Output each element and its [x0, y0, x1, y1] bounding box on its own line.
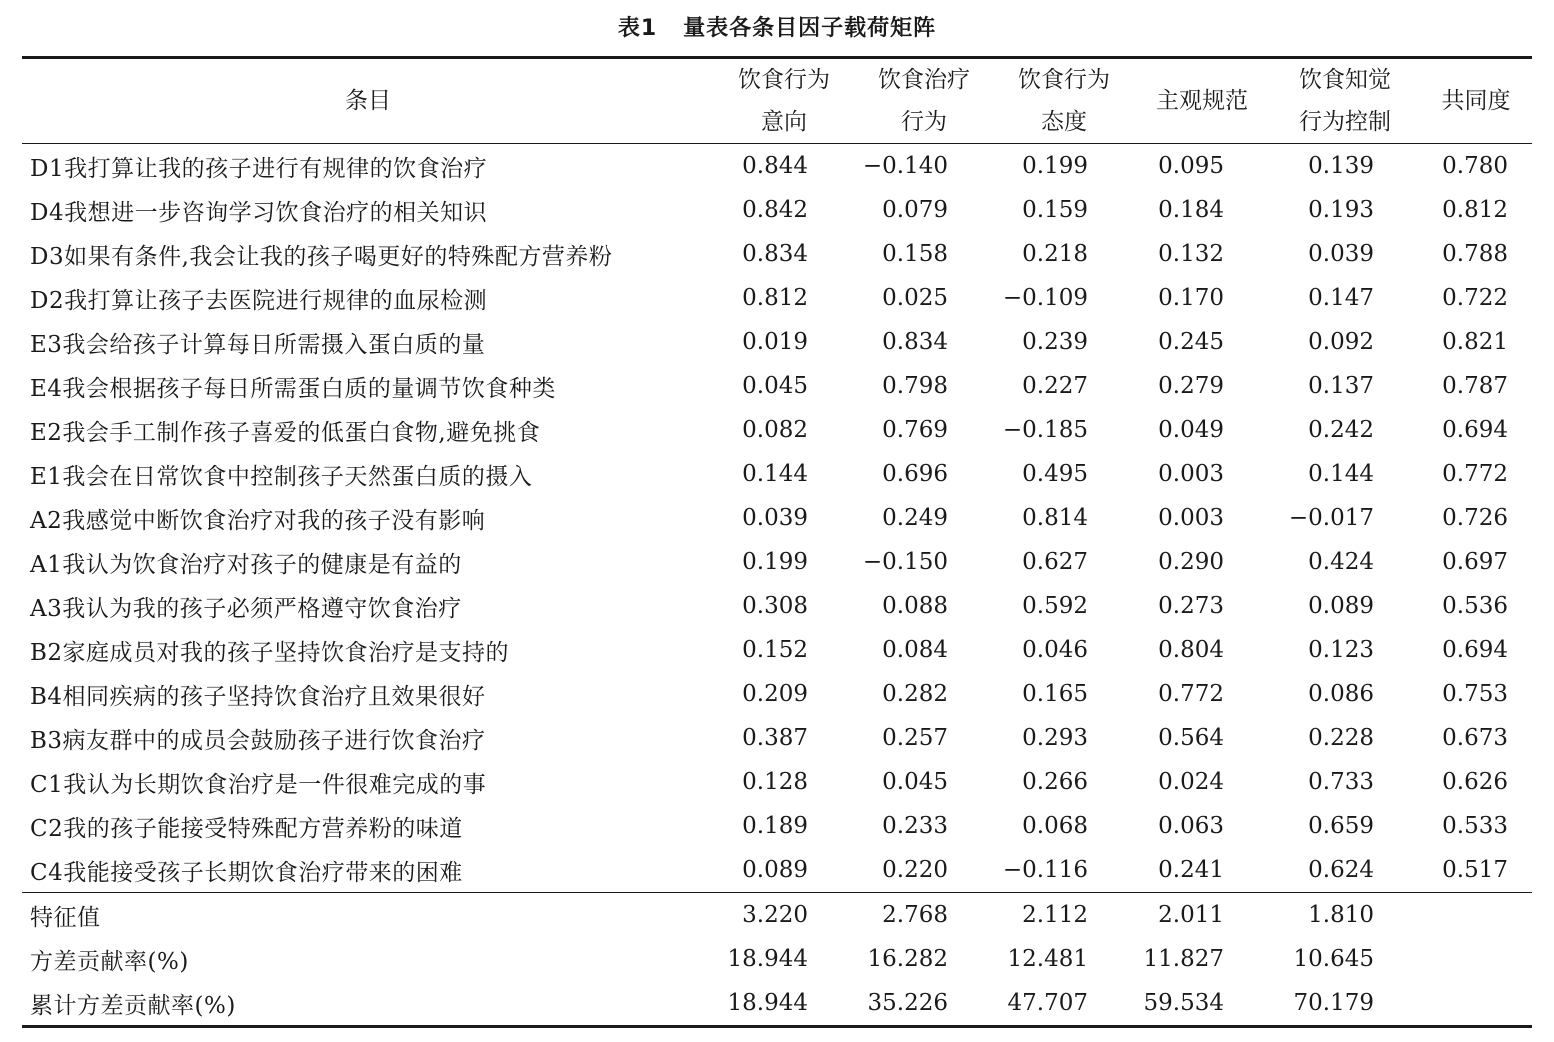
item-cell: D2我打算让孩子去医院进行规律的血尿检测: [30, 287, 488, 314]
value-cell: 0.045: [882, 769, 948, 795]
value-cell: 0.147: [1308, 285, 1374, 311]
value-cell: 0.772: [1158, 681, 1224, 707]
value-cell: 0.517: [1442, 857, 1508, 883]
value-cell: 0.193: [1308, 197, 1374, 223]
table-row: [22, 364, 1532, 408]
item-cell: A1我认为饮食治疗对孩子的健康是有益的: [30, 551, 462, 578]
factor-loading-table: [22, 56, 1532, 1028]
item-cell: 特征值: [22, 893, 714, 938]
value-cell: 47.707: [994, 981, 1134, 1027]
value-cell: 0.199: [742, 549, 808, 575]
value-cell: 59.534: [1134, 981, 1270, 1027]
item-cell: E2我会手工制作孩子喜爱的低蛋白食物,避免挑食: [30, 419, 541, 446]
column-header: [854, 58, 994, 144]
value-cell: 70.179: [1270, 981, 1420, 1027]
value-cell: 0.184: [1158, 197, 1224, 223]
value-cell: 0.282: [882, 681, 948, 707]
value-cell: 0.239: [1022, 329, 1088, 355]
value-cell: 0.772: [1442, 461, 1508, 487]
summary-row: [22, 981, 1532, 1027]
value-cell: 0.821: [1442, 329, 1508, 355]
value-cell: −0.017: [1288, 505, 1374, 531]
column-header-line2: 意向: [761, 109, 807, 135]
value-cell: 0.564: [1158, 725, 1224, 751]
value-cell: 0.834: [742, 241, 808, 267]
item-cell: 方差贡献率(%): [30, 948, 189, 975]
value-cell: 0.209: [742, 681, 808, 707]
value-cell: 0.228: [1308, 725, 1374, 751]
value-cell: 0.279: [1158, 373, 1224, 399]
value-cell: 16.282: [867, 946, 948, 972]
column-header: [1420, 58, 1532, 144]
value-cell: −0.150: [862, 549, 948, 575]
value-cell: 0.045: [742, 373, 808, 399]
item-cell: E3我会给孩子计算每日所需摄入蛋白质的量: [30, 331, 486, 358]
column-header-line1: 饮食行为: [1018, 67, 1110, 93]
column-header-line1: 条目: [345, 88, 391, 114]
value-cell: [1420, 981, 1532, 1027]
value-cell: 0.626: [1442, 769, 1508, 795]
value-cell: 0.123: [1308, 637, 1374, 663]
value-cell: [1420, 893, 1532, 938]
value-cell: 0.063: [1158, 813, 1224, 839]
value-cell: 18.944: [727, 946, 808, 972]
value-cell: 0.068: [1022, 813, 1088, 839]
value-cell: 0.137: [1308, 373, 1374, 399]
value-cell: 10.645: [1293, 946, 1374, 972]
value-cell: 0.039: [742, 505, 808, 531]
table-row: [22, 232, 1532, 276]
value-cell: 1.810: [1270, 893, 1420, 938]
item-cell: C2我的孩子能接受特殊配方营养粉的味道: [30, 815, 463, 842]
table-row: [22, 540, 1532, 584]
value-cell: 0.659: [1308, 813, 1374, 839]
item-cell: D4我想进一步咨询学习饮食治疗的相关知识: [30, 199, 488, 226]
value-cell: 0.025: [882, 285, 948, 311]
item-cell: E4我会根据孩子每日所需蛋白质的量调节饮食种类: [30, 375, 556, 402]
table-row: [22, 276, 1532, 320]
value-cell: 0.787: [1442, 373, 1508, 399]
value-cell: 0.814: [1022, 505, 1088, 531]
value-cell: 0.536: [1442, 593, 1508, 619]
value-cell: 0.158: [882, 241, 948, 267]
summary-row: [22, 937, 1532, 981]
value-cell: 0.003: [1158, 461, 1224, 487]
value-cell: 3.220: [714, 893, 854, 938]
value-cell: 0.233: [882, 813, 948, 839]
column-header-line1: 饮食行为: [738, 67, 830, 93]
value-cell: 0.249: [882, 505, 948, 531]
table-summary: [22, 893, 1532, 1027]
value-cell: 0.812: [1442, 197, 1508, 223]
value-cell: 0.082: [742, 417, 808, 443]
table-row: [22, 584, 1532, 628]
value-cell: 0.241: [1158, 857, 1224, 883]
value-cell: 0.089: [1308, 593, 1374, 619]
value-cell: 0.049: [1158, 417, 1224, 443]
value-cell: 0.092: [1308, 329, 1374, 355]
value-cell: 35.226: [854, 981, 994, 1027]
column-header-line1: 饮食知觉: [1299, 67, 1391, 93]
item-cell: B4相同疾病的孩子坚持饮食治疗且效果很好: [30, 683, 486, 710]
value-cell: 0.844: [742, 153, 808, 179]
table-row: [22, 408, 1532, 452]
value-cell: 0.533: [1442, 813, 1508, 839]
value-cell: 18.944: [714, 981, 854, 1027]
column-header-line1: 主观规范: [1156, 88, 1248, 114]
column-header-line2: 态度: [1041, 109, 1087, 135]
summary-row: [22, 893, 1532, 938]
column-header-line1: 饮食治疗: [878, 67, 970, 93]
header-row: [22, 58, 1532, 144]
table-row: [22, 452, 1532, 496]
value-cell: 0.624: [1308, 857, 1374, 883]
value-cell: 0.220: [882, 857, 948, 883]
value-cell: 0.696: [882, 461, 948, 487]
value-cell: −0.140: [862, 153, 948, 179]
value-cell: 0.753: [1442, 681, 1508, 707]
value-cell: 0.128: [742, 769, 808, 795]
value-cell: 0.132: [1158, 241, 1224, 267]
item-cell: C1我认为长期饮食治疗是一件很难完成的事: [30, 771, 487, 798]
value-cell: 0.308: [742, 593, 808, 619]
value-cell: 0.227: [1022, 373, 1088, 399]
value-cell: 0.245: [1158, 329, 1224, 355]
value-cell: 0.095: [1158, 153, 1224, 179]
column-header: [714, 58, 854, 144]
table-row: [22, 804, 1532, 848]
table-row: [22, 672, 1532, 716]
column-header-line2: 行为: [901, 109, 947, 135]
item-cell: A2我感觉中断饮食治疗对我的孩子没有影响: [30, 507, 486, 534]
value-cell: 0.144: [1308, 461, 1374, 487]
column-header: [22, 58, 714, 144]
value-cell: −0.185: [1002, 417, 1088, 443]
table-caption: 量表各条目因子载荷矩阵: [683, 16, 937, 41]
value-cell: 0.257: [882, 725, 948, 751]
value-cell: 0.290: [1158, 549, 1224, 575]
value-cell: 2.011: [1134, 893, 1270, 938]
value-cell: [1420, 937, 1532, 981]
value-cell: 2.768: [854, 893, 994, 938]
value-cell: 0.273: [1158, 593, 1224, 619]
value-cell: 0.242: [1308, 417, 1374, 443]
value-cell: 0.189: [742, 813, 808, 839]
table-row: [22, 760, 1532, 804]
value-cell: 0.139: [1308, 153, 1374, 179]
value-cell: 0.159: [1022, 197, 1088, 223]
value-cell: 0.165: [1022, 681, 1088, 707]
item-cell: C4我能接受孩子长期饮食治疗带来的困难: [30, 859, 463, 886]
value-cell: 0.387: [742, 725, 808, 751]
table-row: [22, 628, 1532, 672]
value-cell: 2.112: [994, 893, 1134, 938]
value-cell: 0.293: [1022, 725, 1088, 751]
value-cell: 0.726: [1442, 505, 1508, 531]
value-cell: 0.218: [1022, 241, 1088, 267]
column-header-line1: 共同度: [1441, 88, 1511, 114]
item-cell: B2家庭成员对我的孩子坚持饮食治疗是支持的: [30, 639, 510, 666]
table-row: [22, 320, 1532, 364]
value-cell: 0.019: [742, 329, 808, 355]
table-row: [22, 716, 1532, 760]
value-cell: 0.812: [742, 285, 808, 311]
value-cell: 0.170: [1158, 285, 1224, 311]
value-cell: 0.144: [742, 461, 808, 487]
value-cell: 0.089: [742, 857, 808, 883]
value-cell: 0.592: [1022, 593, 1088, 619]
value-cell: 0.084: [882, 637, 948, 663]
table-number: 表1: [617, 16, 658, 41]
value-cell: 0.722: [1442, 285, 1508, 311]
value-cell: 0.424: [1308, 549, 1374, 575]
item-cell: A3我认为我的孩子必须严格遵守饮食治疗: [30, 595, 462, 622]
value-cell: 0.088: [882, 593, 948, 619]
value-cell: 0.199: [1022, 153, 1088, 179]
column-header-line2: 行为控制: [1299, 109, 1391, 135]
value-cell: 0.694: [1442, 417, 1508, 443]
value-cell: 11.827: [1143, 946, 1224, 972]
table-row: [22, 848, 1532, 893]
value-cell: 0.152: [742, 637, 808, 663]
value-cell: 0.694: [1442, 637, 1508, 663]
value-cell: 0.024: [1158, 769, 1224, 795]
value-cell: 0.834: [882, 329, 948, 355]
column-header: [994, 58, 1134, 144]
value-cell: 0.780: [1442, 153, 1508, 179]
value-cell: 0.769: [882, 417, 948, 443]
value-cell: 0.733: [1308, 769, 1374, 795]
item-cell: B3病友群中的成员会鼓励孩子进行饮食治疗: [30, 727, 486, 754]
value-cell: 12.481: [1007, 946, 1088, 972]
value-cell: 0.039: [1308, 241, 1374, 267]
column-header: [1134, 58, 1270, 144]
value-cell: 0.627: [1022, 549, 1088, 575]
item-cell: D3如果有条件,我会让我的孩子喝更好的特殊配方营养粉: [30, 243, 613, 270]
value-cell: −0.109: [1002, 285, 1088, 311]
value-cell: 0.673: [1442, 725, 1508, 751]
table-row: [22, 144, 1532, 189]
table-row: [22, 496, 1532, 540]
value-cell: 0.697: [1442, 549, 1508, 575]
value-cell: 0.788: [1442, 241, 1508, 267]
value-cell: 0.798: [882, 373, 948, 399]
table-row: [22, 188, 1532, 232]
table-title: [0, 12, 1554, 46]
value-cell: 0.804: [1158, 637, 1224, 663]
value-cell: 0.079: [882, 197, 948, 223]
table-body: [22, 144, 1532, 893]
value-cell: 0.495: [1022, 461, 1088, 487]
item-cell: D1我打算让我的孩子进行有规律的饮食治疗: [30, 155, 488, 182]
value-cell: 0.842: [742, 197, 808, 223]
item-cell: 累计方差贡献率(%): [22, 981, 714, 1027]
value-cell: 0.266: [1022, 769, 1088, 795]
value-cell: 0.003: [1158, 505, 1224, 531]
value-cell: 0.046: [1022, 637, 1088, 663]
value-cell: 0.086: [1308, 681, 1374, 707]
value-cell: −0.116: [1002, 857, 1088, 883]
column-header: [1270, 58, 1420, 144]
item-cell: E1我会在日常饮食中控制孩子天然蛋白质的摄入: [30, 463, 533, 490]
